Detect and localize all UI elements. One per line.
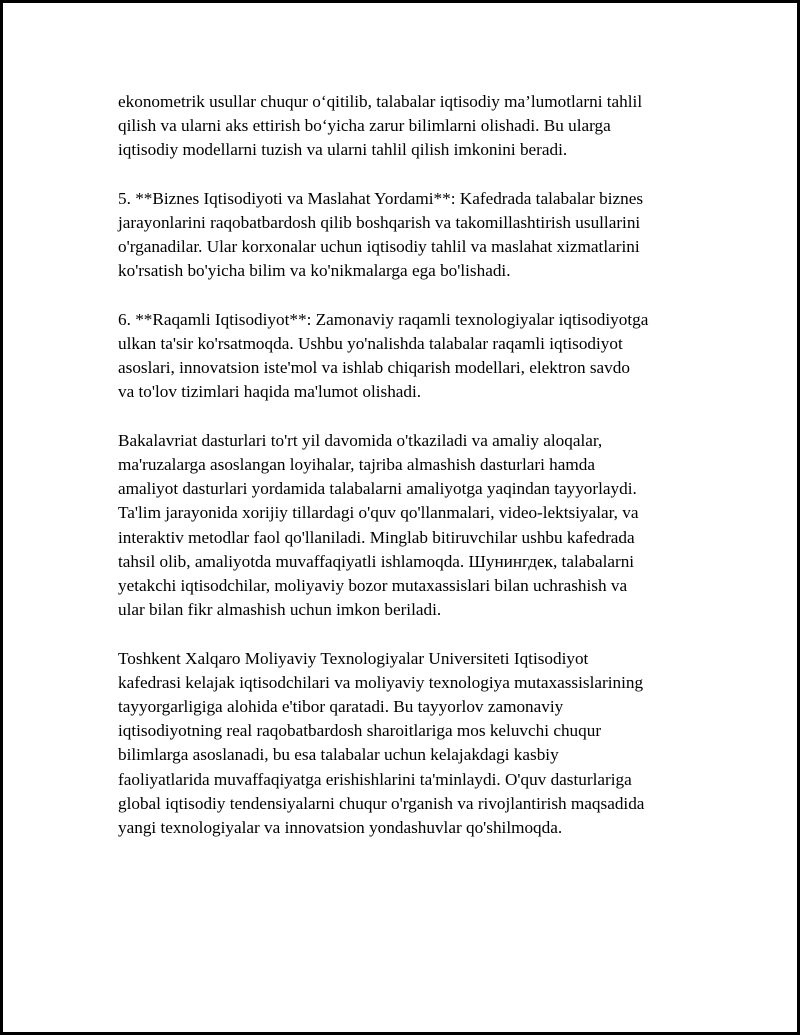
paragraph-business-economics: 5. **Biznes Iqtisodiyoti va Maslahat Yordami**: Kafedrada talabalar biznes jarayonlarini raqobatbardosh qilib boshqarish va takomillashtirish usullarini o'rganadilar. Ular korxonalar uchun iqtisodiy tahlil va maslahat xizmatlarini ko'rsatish bo'yicha bilim va ko'nikmalarga ega bo'lishadi. <box>118 188 644 281</box>
paragraph-econometrics: ekonometrik usullar chuqur o‘qitilib, talabalar iqtisodiy ma’lumotlarni tahlil qilish va ularni aks ettirish bo‘yicha zarur bilimlarni olishadi. Bu ularga iqtisodiy modellarni tuzish va ularni tahlil qilish imkonini beradi. <box>118 92 643 160</box>
paragraph-digital-economy: 6. **Raqamli Iqtisodiyot**: Zamonaviy raqamli texnologiyalar iqtisodiyotga ulkan ta'sir ko'rsatmoqda. Ushbu yo'nalishda talabalar raqamli iqtisodiyot asoslari, innovatsion iste'mol va ishlab chiqarish modellari, elektron savdo va to'lov tizimlari haqida ma'lumot olishadi. <box>118 309 649 402</box>
document-body <box>118 90 698 864</box>
paragraph-bachelor-programs: Bakalavriat dasturlari to'rt yil davomida o'tkaziladi va amaliy aloqalar, ma'ruzalarga asoslangan loyihalar, tajriba almashish dasturlari hamda amaliyot dasturlari yordamida talabalarni amaliyotga yaqindan tayyorlaydi. Ta'lim jarayonida xorijiy tillardagi o'quv qo'llanmalari, video-lektsiyalar, va interaktiv metodlar faol qo'llaniladi. Minglab bitiruvchilar ushbu kafedrada tahsil olib, amaliyotda muvaffaqiyatli ishlamoqda. Шунингдек, talabalarni yetakchi iqtisodchilar, moliyaviy bozor mutaxassislari bilan uchrashish va ular bilan fikr almashish uchun imkon beriladi. <box>118 430 639 620</box>
paragraph-university-summary: Toshkent Xalqaro Moliyaviy Texnologiyalar Universiteti Iqtisodiyot kafedrasi kelajak iqtisodchilari va moliyaviy texnologiya mutaxassislarining tayyorgarligiga alohida e'tibor qaratadi. Bu tayyorlov zamonaviy iqtisodiyotning real raqobatbardosh sharoitlariga mos keluvchi chuqur bilimlarga asoslanadi, bu esa talabalar uchun kelajakdagi kasbiy faoliyatlarida muvaffaqiyatga erishishlarini ta'minlaydi. O'quv dasturlariga global iqtisodiy tendensiyalarni chuqur o'rganish va rivojlantirish maqsadida yangi texnologiyalar va innovatsion yondashuvlar qo'shilmoqda. <box>118 648 645 838</box>
